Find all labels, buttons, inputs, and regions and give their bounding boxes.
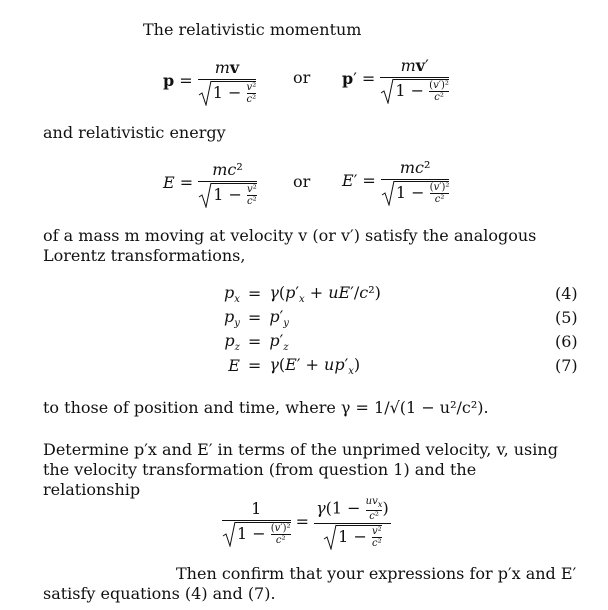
energy-equation: E = mc² 1 − $\frac{\text{v²}}{\text{c²}}$ <box>163 160 257 207</box>
equation-row: $p_z$ = $p'_z$ <box>224 330 289 354</box>
equation-label-7: (7) <box>555 356 578 375</box>
position-time-text: to those of position and time, where γ = 1/√(1 − u²/c²). <box>43 398 489 417</box>
equation-row: E = $\gamma(E' + up'_x)$ <box>228 354 361 378</box>
intro-text: The relativistic momentum <box>143 20 362 39</box>
momentum-equation: p = mv 1 − $\frac{\text{v²}}{\text{c²}}$ <box>163 58 257 105</box>
equation-label-4: (4) <box>555 284 578 303</box>
equation-row: $p_x$ = $\gamma(p'_x + uE'/c^2)$ <box>224 282 381 306</box>
or-word-1: or <box>293 68 311 87</box>
mass-paragraph: of a mass m moving at velocity v (or v′) satisfy the analogous Lorentz transformations, <box>43 226 537 265</box>
relationship-equation: 1 1 − $\frac{\text{(v′)²}}{\text{c²}}$ = γ(1 − $\frac{uv_x}{\text{c²}}$ ) 1 − $\frac{\text{v²}}{\text{c²}}$ <box>222 496 391 549</box>
lorentz-equations <box>220 282 385 378</box>
confirm-paragraph: Then confirm that your expressions for p′x and E′ satisfy equations (4) and (7). <box>43 564 577 603</box>
determine-paragraph: Determine p′x and E′ in terms of the unprimed velocity, v, using the velocity transformation (from question 1) and the relationship <box>43 440 558 499</box>
energy-intro-text: and relativistic energy <box>43 123 226 142</box>
equation-row: $p_y$ = $p'_y$ <box>224 306 289 330</box>
primed-momentum-equation: p′ = mv′ 1 − $\frac{\text{(v′)²}}{\text{c²}}$ <box>342 56 449 103</box>
equation-label-5: (5) <box>555 308 578 327</box>
equation-label-6: (6) <box>555 332 578 351</box>
primed-energy-equation: E′ = mc² 1 − $\frac{\text{(v′)²}}{\text{c²}}$ <box>342 158 450 205</box>
or-word-2: or <box>293 172 311 191</box>
